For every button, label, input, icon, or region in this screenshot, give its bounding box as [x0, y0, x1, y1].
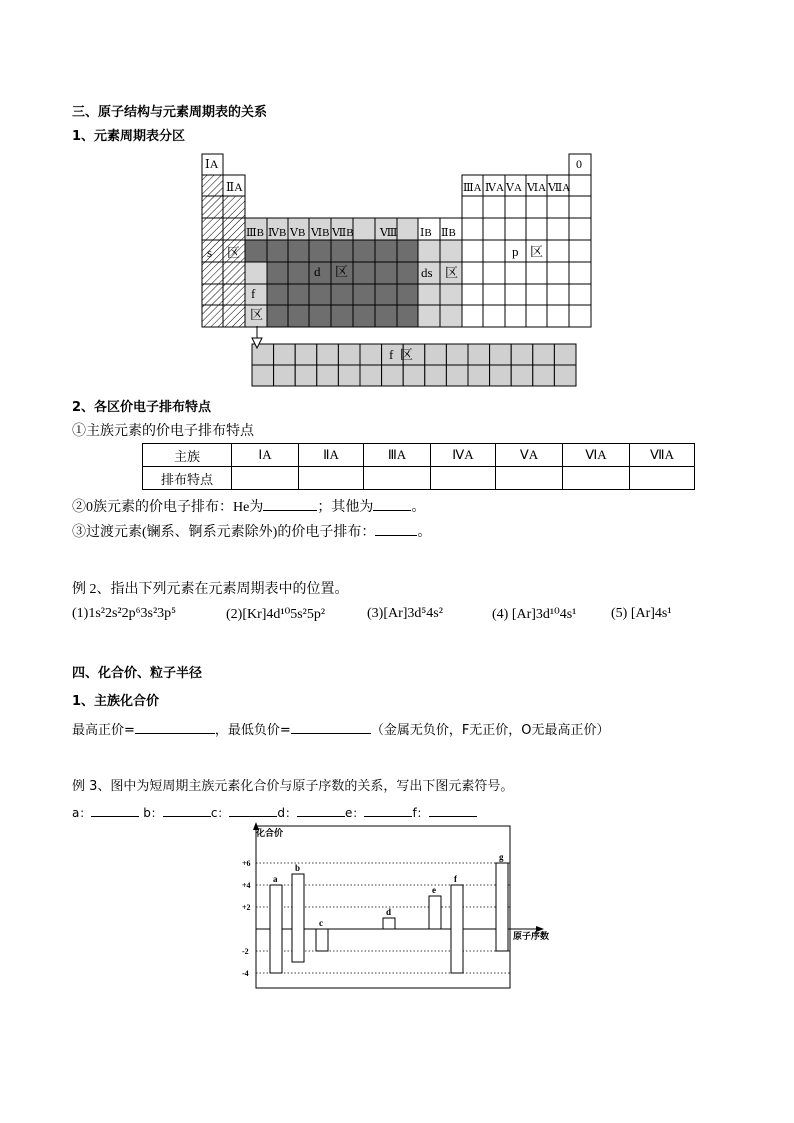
pt-g5: ⅤB	[290, 227, 306, 239]
table-cell	[331, 284, 353, 305]
pt-g15: ⅤA	[506, 182, 522, 194]
chart-bar-label-d: d	[386, 907, 392, 917]
table-cell	[338, 344, 360, 365]
valence-line: 最高正价= ，最低负价= （金属无负价，F无正价，O无最高正价）	[72, 723, 610, 738]
pt-g8: Ⅷ	[380, 227, 398, 239]
chart-bar-d	[383, 918, 395, 929]
chart-bar-label-b: b	[295, 863, 301, 873]
answer-cell[interactable]	[563, 467, 630, 490]
table-cell	[526, 218, 547, 240]
table-cell	[446, 365, 468, 386]
table-cell	[505, 262, 526, 284]
table-cell	[505, 218, 526, 240]
table-cell	[338, 365, 360, 386]
example3-blanks: a： b： c： d： e： f：	[72, 804, 477, 821]
table-cell	[245, 240, 267, 262]
answer-cell[interactable]	[431, 467, 496, 490]
table-cell	[202, 262, 223, 284]
chart-bar-e	[429, 896, 441, 929]
chart-bar-label-a: a	[273, 874, 278, 884]
y-tick-label: +6	[242, 859, 251, 868]
table-cell	[252, 365, 274, 386]
pt-g6: ⅥB	[311, 227, 330, 239]
table-cell	[288, 305, 309, 327]
table-cell	[547, 240, 569, 262]
table-cell	[526, 284, 547, 305]
table-cell	[317, 365, 339, 386]
table-cell	[483, 305, 505, 327]
table-cell	[223, 284, 245, 305]
table-cell	[511, 344, 533, 365]
pt-g1: ⅠA	[205, 157, 219, 171]
table-header-cell: ⅤA	[496, 444, 563, 467]
blank-max-valence[interactable]	[135, 721, 215, 734]
table-header-cell: 主族	[143, 444, 232, 467]
pt-ds-qu: 区	[445, 265, 459, 280]
table-cell	[440, 284, 462, 305]
table-cell	[375, 305, 397, 327]
table-cell	[468, 344, 490, 365]
pt-p: p	[512, 244, 519, 259]
valence-chart	[236, 822, 556, 994]
pt-ds: ds	[421, 265, 433, 280]
blank-e[interactable]	[364, 804, 412, 817]
pt-f-row: f 区	[389, 347, 413, 362]
table-cell	[267, 240, 288, 262]
blank-b[interactable]	[163, 804, 211, 817]
table-cell	[267, 284, 288, 305]
table-cell	[382, 365, 404, 386]
table-cell	[202, 175, 223, 196]
table-cell	[317, 344, 339, 365]
example2-item: (2)[Kr]4d¹⁰5s²5p²	[226, 607, 326, 622]
section3-sub1: 1、元素周期表分区	[72, 129, 186, 144]
table-cell	[331, 305, 353, 327]
pt-d: d	[314, 264, 321, 279]
pt-g7: ⅦB	[332, 227, 354, 239]
answer-cell[interactable]	[299, 467, 364, 490]
table-cell	[483, 284, 505, 305]
blank-c[interactable]	[229, 804, 277, 817]
example2-prompt: 例 2、指出下列元素在元素周期表中的位置。	[72, 582, 349, 597]
answer-cell[interactable]	[630, 467, 695, 490]
table-header-cell: ⅢA	[364, 444, 431, 467]
table-cell	[554, 365, 576, 386]
table-header-cell: ⅡA	[299, 444, 364, 467]
example3-prompt: 例 3、图中为短周期主族元素化合价与原子序数的关系，写出下图元素符号。	[72, 779, 514, 794]
chart-bar-b	[292, 874, 304, 962]
table-cell	[223, 262, 245, 284]
pt-f-qu: 区	[250, 307, 264, 322]
table-cell	[526, 262, 547, 284]
table-cell	[202, 305, 223, 327]
table-cell	[526, 305, 547, 327]
table-cell	[505, 196, 526, 218]
table-cell	[505, 284, 526, 305]
table-cell	[223, 218, 245, 240]
table-cell	[331, 240, 353, 262]
table-header-cell: ⅣA	[431, 444, 496, 467]
transition-line: ③过渡元素(镧系、锕系元素除外)的价电子排布： 。	[72, 525, 432, 540]
pt-s-qu: 区	[227, 245, 241, 260]
blank-a[interactable]	[91, 804, 139, 817]
table-row	[143, 467, 695, 490]
table-cell	[425, 344, 447, 365]
blank-other[interactable]	[373, 498, 411, 511]
table-cell	[288, 284, 309, 305]
pt-d-qu: 区	[335, 264, 349, 279]
table-cell	[569, 196, 591, 218]
table-cell	[202, 218, 223, 240]
table-cell	[462, 284, 483, 305]
table-cell	[295, 344, 317, 365]
table-cell	[274, 344, 296, 365]
chart-bar-a	[270, 885, 282, 973]
table-cell	[569, 284, 591, 305]
answer-cell[interactable]	[496, 467, 563, 490]
table-cell	[202, 196, 223, 218]
blank-d[interactable]	[297, 804, 345, 817]
table-cell	[547, 196, 569, 218]
pt-g12: ⅡB	[441, 227, 456, 239]
y-tick-label: -2	[242, 947, 249, 956]
table-cell	[483, 240, 505, 262]
table-cell	[425, 365, 447, 386]
table-cell	[483, 262, 505, 284]
chart-ylabel: 化合价	[256, 828, 284, 838]
table-header-cell: ⅠA	[232, 444, 299, 467]
table-cell	[375, 240, 397, 262]
table-cell	[418, 305, 440, 327]
table-cell	[403, 365, 425, 386]
table-cell	[483, 218, 505, 240]
table-cell	[223, 196, 245, 218]
pt-g17: ⅦA	[548, 182, 571, 194]
table-cell	[309, 240, 331, 262]
table-cell	[267, 262, 288, 284]
table-cell	[252, 344, 274, 365]
table-cell	[375, 284, 397, 305]
table-cell	[462, 240, 483, 262]
blank-min-valence[interactable]	[291, 721, 371, 734]
table-cell	[353, 262, 375, 284]
table-cell	[569, 175, 591, 196]
chart-bar-label-c: c	[319, 918, 323, 928]
table-cell	[288, 262, 309, 284]
main-group-table	[142, 443, 695, 490]
table-cell	[353, 240, 375, 262]
table-header-cell: ⅦA	[630, 444, 695, 467]
chart-bar-label-e: e	[432, 885, 436, 895]
example2-item: (3)[Ar]3d⁵4s²	[367, 606, 443, 621]
pt-f: f	[251, 286, 256, 301]
y-tick-label: -4	[242, 969, 249, 978]
table-cell	[397, 262, 418, 284]
table-cell	[418, 240, 440, 262]
pt-g16: ⅥA	[527, 182, 547, 194]
table-cell	[446, 344, 468, 365]
table-cell	[468, 365, 490, 386]
table-cell	[353, 305, 375, 327]
table-cell	[245, 284, 267, 305]
table-cell	[360, 344, 382, 365]
blank-transition[interactable]	[375, 523, 417, 536]
table-cell	[397, 240, 418, 262]
table-cell	[569, 218, 591, 240]
table-cell	[547, 305, 569, 327]
answer-cell[interactable]	[232, 467, 299, 490]
table-cell	[288, 240, 309, 262]
table-cell	[462, 305, 483, 327]
section3-title: 三、原子结构与元素周期表的关系	[72, 105, 268, 120]
y-tick-label: +4	[242, 881, 251, 890]
table-cell	[245, 262, 267, 284]
table-cell	[462, 262, 483, 284]
blank-f[interactable]	[429, 804, 477, 817]
table-cell	[295, 365, 317, 386]
table-cell	[569, 240, 591, 262]
table-cell	[462, 196, 483, 218]
row-label: 排布特点	[143, 467, 232, 490]
pt-g4: ⅣB	[268, 227, 287, 239]
table-cell	[505, 305, 526, 327]
chart-bar-c	[316, 929, 328, 951]
table-cell	[274, 365, 296, 386]
table-cell	[309, 305, 331, 327]
table-cell	[353, 218, 375, 240]
table-cell	[397, 284, 418, 305]
pt-g14: ⅣA	[485, 182, 504, 194]
table-cell	[490, 344, 512, 365]
section3-sub2: 2、各区价电子排布特点	[72, 400, 212, 415]
table-cell	[533, 344, 555, 365]
table-cell	[526, 196, 547, 218]
table-cell	[533, 365, 555, 386]
main-group-intro: ①主族元素的价电子排布特点	[72, 424, 254, 439]
table-cell	[511, 365, 533, 386]
chart-bar-label-g: g	[499, 852, 504, 862]
pt-s: s	[207, 245, 213, 260]
table-cell	[554, 344, 576, 365]
table-cell	[397, 305, 418, 327]
y-tick-label: +2	[242, 903, 251, 912]
table-cell	[490, 365, 512, 386]
table-cell	[202, 284, 223, 305]
table-cell	[375, 262, 397, 284]
table-cell	[309, 284, 331, 305]
table-row	[143, 444, 695, 467]
table-cell	[267, 305, 288, 327]
table-cell	[547, 284, 569, 305]
table-cell	[462, 218, 483, 240]
chart-xlabel: 原子序数	[513, 931, 550, 941]
chart-bar-f	[451, 885, 463, 973]
chart-bar-label-f: f	[454, 874, 457, 884]
table-cell	[353, 284, 375, 305]
table-cell	[202, 240, 223, 262]
answer-cell[interactable]	[364, 467, 431, 490]
noble-gas-line: ②0族元素的价电子排布：He为 ；其他为 。	[72, 500, 426, 515]
table-cell	[223, 305, 245, 327]
example2-item: (5) [Ar]4s¹	[611, 606, 672, 621]
blank-he[interactable]	[263, 498, 317, 511]
chart-bar-g	[496, 863, 508, 951]
table-cell	[569, 262, 591, 284]
pt-g2: ⅡA	[226, 180, 243, 194]
periodic-table-figure	[0, 0, 794, 400]
table-header-cell: ⅥA	[563, 444, 630, 467]
table-cell	[418, 284, 440, 305]
table-cell	[547, 218, 569, 240]
section4-title: 四、化合价、粒子半径	[72, 666, 203, 681]
table-cell	[440, 240, 462, 262]
table-cell	[483, 196, 505, 218]
pt-g3: ⅢB	[246, 227, 264, 239]
table-cell	[569, 305, 591, 327]
pt-g11: ⅠB	[420, 227, 432, 239]
example2-item: (1)1s²2s²2p⁶3s²3p⁵	[72, 606, 177, 621]
pt-g0: 0	[576, 157, 582, 171]
pt-g13: ⅢA	[463, 182, 482, 194]
example2-item: (4) [Ar]3d¹⁰4s¹	[492, 607, 577, 622]
table-cell	[547, 262, 569, 284]
pt-p-qu: 区	[530, 244, 544, 259]
table-cell	[360, 365, 382, 386]
table-cell	[397, 218, 418, 240]
section4-sub1: 1、主族化合价	[72, 694, 160, 709]
table-cell	[440, 305, 462, 327]
